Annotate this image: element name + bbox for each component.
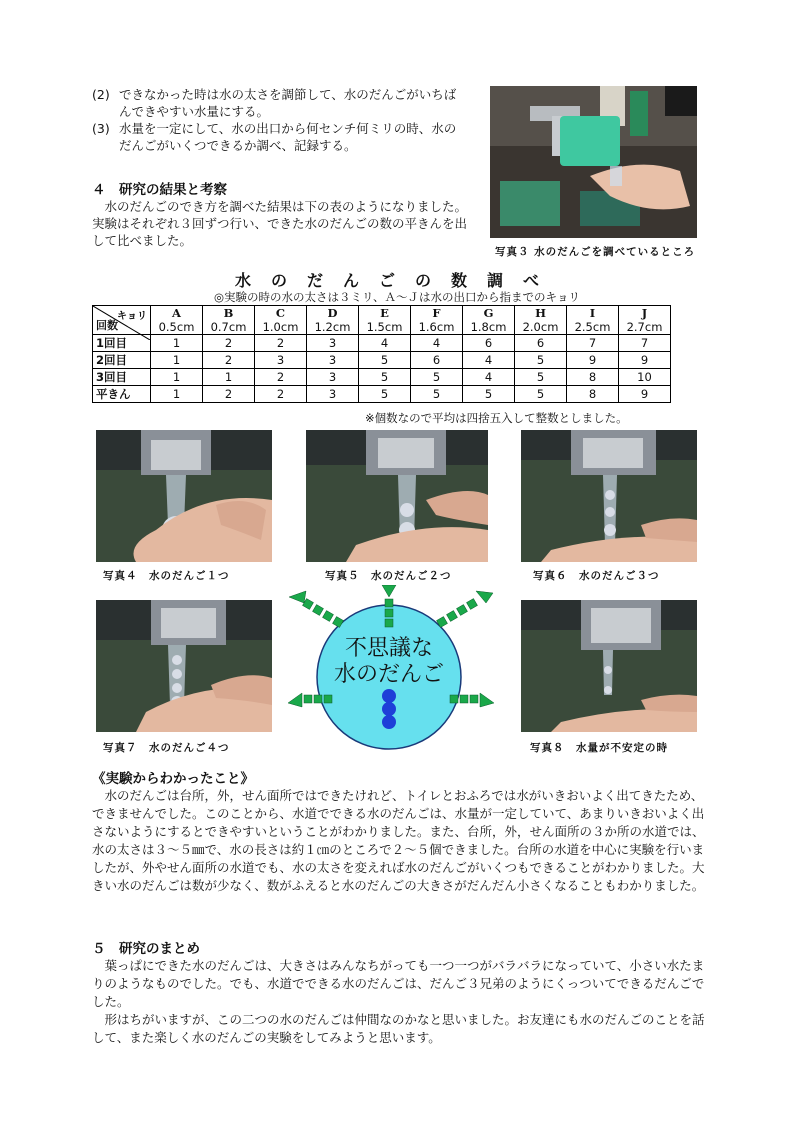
table-cell: 5: [359, 369, 411, 386]
section-5-body-2: 形はちがいますが、この二つの水のだんごは仲間なのかなと思いました。お友達にも水のだんごのことを話して、また楽しく水のだんごの実験をしてみようと思います。: [92, 1012, 705, 1045]
table-cell: 5: [515, 386, 567, 403]
row-label: 3回目: [93, 369, 151, 386]
section-5-heading: ５ 研究のまとめ: [92, 941, 200, 957]
column-letter: H: [535, 306, 546, 320]
table-cell: 2: [255, 386, 307, 403]
findings-body: 水のだんごは台所，外，せん面所ではできたけれど、トイレとおふろでは水がいきおいよく出てきたため、できませんでした。このことから、水道でできる水のだんごは、水量が一定していて、あまりいきおいよく出さないようにするとできやすいということがわかりました。また、台所，外，せん面所の３か所の水道では、水の太さは３～５㎜で、水の長さは約１㎝のところで２～５個できました。台所の水道を中心に実験を行いましたが、外やせん面所の水道でも、水の太さを変えれば水のだんごがいくつもできることがわかりました。大きい水のだんごは数が少なく、数がふえると水のだんごの大きさがだんだん小さくなることもわかりました。: [92, 788, 705, 893]
photo-5-caption: 写真５ 水のだんご２つ: [325, 570, 452, 582]
step-text: 水量を一定にして、水の出口から何センチ何ミリの時、水のだんごがいくつできるか調べ、記録する。: [119, 121, 457, 153]
table-cell: 2: [255, 335, 307, 352]
column-header: [567, 306, 619, 335]
table-cell: 4: [463, 369, 515, 386]
column-distance: 1.5cm: [366, 320, 403, 334]
table-cell: 10: [619, 369, 671, 386]
table-cell: 5: [359, 352, 411, 369]
step-3: [92, 120, 467, 154]
table-cell: 8: [567, 386, 619, 403]
photo-4-image: [96, 430, 272, 562]
table-cell: 3: [307, 369, 359, 386]
section-5-body-1: 葉っぱにできた水のだんごは、大きさはみんなちがっても一つ一つがバラバラになっていて、小さい水たまりのようなものでした。でも、水道でできる水のだんごは、だんご３兄弟のようにくっついてできるだんごでした。: [92, 958, 705, 1009]
photo-8: [521, 600, 697, 732]
table-cell: 2: [203, 335, 255, 352]
table-cell: 7: [619, 335, 671, 352]
section-4: [92, 178, 467, 249]
photo-7: [96, 600, 272, 732]
column-header: [151, 306, 203, 335]
table-note: ◎実験の時の水の太さは３ミリ、Ａ～Ｊは水の出口から指までのキョリ: [214, 290, 580, 304]
column-distance: 0.5cm: [158, 320, 195, 334]
table-cell: 5: [411, 386, 463, 403]
section-4-body: 水のだんごのでき方を調べた結果は下の表のようになりました。実験はそれぞれ３回ずつ行い、できた水のだんごの数の平きんを出して比べました。: [92, 199, 468, 248]
corner-trial-label: 回数: [96, 319, 118, 332]
section-5: [92, 937, 712, 1047]
table-cell: 4: [463, 352, 515, 369]
column-letter: F: [432, 306, 441, 320]
findings-section: [92, 767, 712, 895]
column-letter: B: [223, 306, 234, 320]
column-distance: 2.5cm: [574, 320, 611, 334]
table-cell: 9: [619, 386, 671, 403]
table-cell: 4: [411, 335, 463, 352]
table-cell: 1: [151, 335, 203, 352]
section-4-heading: ４ 研究の結果と考察: [92, 182, 227, 198]
column-letter: D: [327, 306, 338, 320]
table-cell: 5: [515, 369, 567, 386]
table-cell: 5: [515, 352, 567, 369]
table-cell: 5: [411, 369, 463, 386]
row-label: 2回目: [93, 352, 151, 369]
photo-7-caption: 写真７ 水のだんご４つ: [103, 742, 230, 754]
dango-count-table: [92, 305, 671, 403]
table-cell: 5: [359, 386, 411, 403]
column-header: [619, 306, 671, 335]
table-title: 水のだんごの数調べ: [234, 271, 559, 290]
table-cell: 9: [619, 352, 671, 369]
table-cell: 3: [255, 352, 307, 369]
emblem-line-2: 水のだんご: [333, 662, 445, 687]
column-letter: E: [380, 306, 389, 320]
table-row: [93, 335, 671, 352]
column-distance: 0.7cm: [210, 320, 247, 334]
table-cell: 1: [203, 369, 255, 386]
table-cell: 7: [567, 335, 619, 352]
step-number: (3): [92, 121, 110, 136]
step-2: [92, 86, 467, 120]
column-letter: G: [483, 306, 494, 320]
column-distance: 2.0cm: [522, 320, 559, 334]
table-cell: 8: [567, 369, 619, 386]
table-cell: 6: [411, 352, 463, 369]
row-label: 1回目: [93, 335, 151, 352]
column-distance: 1.2cm: [314, 320, 351, 334]
table-cell: 9: [567, 352, 619, 369]
row-label: 平きん: [93, 386, 151, 403]
photo-4-caption: 写真４ 水のだんご１つ: [103, 570, 230, 582]
photo-8-caption: 写真８ 水量が不安定の時: [530, 742, 668, 754]
photo-7-image: [96, 600, 272, 732]
table-cell: 3: [307, 335, 359, 352]
table-row: [93, 352, 671, 369]
dango-drops-icon: [382, 689, 396, 729]
column-header: [203, 306, 255, 335]
dango-emblem: [286, 585, 496, 755]
table-cell: 2: [203, 352, 255, 369]
emblem-line-1: 不思議な: [344, 636, 434, 661]
table-corner-cell: [93, 306, 151, 335]
table-cell: 1: [151, 369, 203, 386]
table-row: [93, 369, 671, 386]
table-cell: 2: [255, 369, 307, 386]
table-cell: 5: [463, 386, 515, 403]
table-cell: 1: [151, 386, 203, 403]
column-distance: 1.0cm: [262, 320, 299, 334]
column-distance: 2.7cm: [626, 320, 663, 334]
table-row: [93, 386, 671, 403]
column-letter: I: [589, 306, 596, 320]
procedure-steps: [92, 86, 467, 154]
table-cell: 1: [151, 352, 203, 369]
table-cell: 6: [463, 335, 515, 352]
rounding-note: ※個数なので平均は四捨五入して整数としました。: [365, 411, 628, 425]
findings-heading: 《実験からわかったこと》: [92, 771, 254, 787]
column-header: [463, 306, 515, 335]
column-header: [359, 306, 411, 335]
photo-4: [96, 430, 272, 562]
column-letter: C: [275, 306, 286, 320]
photo-6: [521, 430, 697, 562]
photo-5: [306, 430, 488, 562]
photo-3-image: [490, 86, 697, 238]
table-cell: 4: [359, 335, 411, 352]
photo-6-image: [521, 430, 697, 562]
column-header: [515, 306, 567, 335]
column-letter: A: [172, 306, 181, 320]
column-distance: 1.6cm: [418, 320, 455, 334]
column-header: [255, 306, 307, 335]
table-cell: 6: [515, 335, 567, 352]
emblem-graphic: [286, 585, 496, 755]
corner-distance-label: キョリ: [117, 311, 147, 322]
step-text: できなかった時は水の太さを調節して、水のだんごがいちばんできやすい水量にする。: [119, 87, 457, 119]
table-header-row: [93, 306, 671, 335]
table-cell: 3: [307, 352, 359, 369]
column-distance: 1.8cm: [470, 320, 507, 334]
photo-3-caption: 写真３ 水のだんごを調べているところ: [495, 246, 696, 258]
photo-6-caption: 写真６ 水のだんご３つ: [533, 570, 660, 582]
column-header: [307, 306, 359, 335]
column-letter: J: [641, 306, 648, 320]
photo-5-image: [306, 430, 488, 562]
step-number: (2): [92, 87, 110, 102]
photo-3: [490, 86, 697, 238]
table-cell: 3: [307, 386, 359, 403]
column-header: [411, 306, 463, 335]
photo-8-image: [521, 600, 697, 732]
table-cell: 2: [203, 386, 255, 403]
